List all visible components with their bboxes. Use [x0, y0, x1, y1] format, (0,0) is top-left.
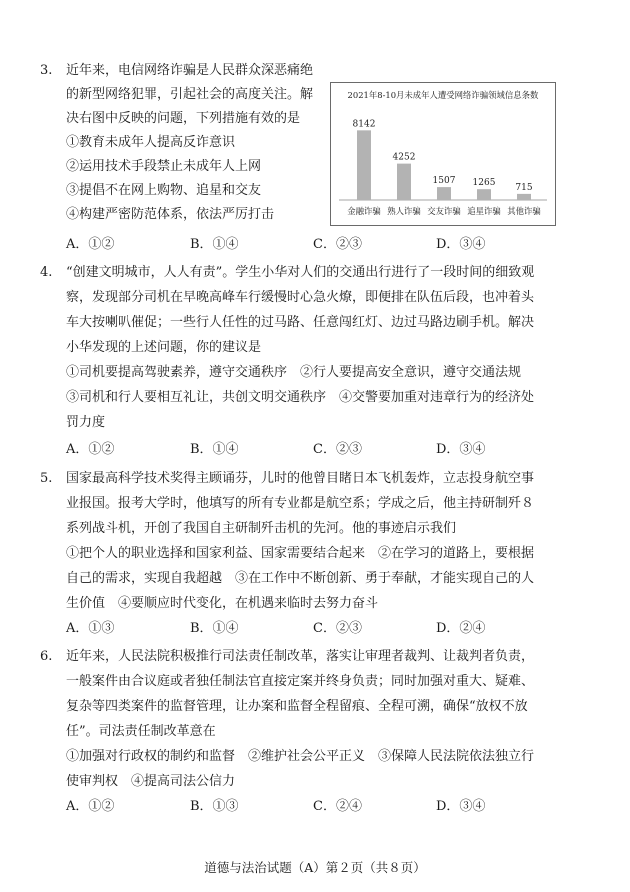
q3-option-d[interactable]: D．③④: [436, 237, 486, 252]
bar-value-label-2: 4252: [392, 152, 416, 163]
q4-line-1: “创建文明城市，人人有责”。学生小华对人们的交通出行进行了一段时间的细致观: [66, 265, 535, 280]
category-label-3: 交友诈骗: [427, 206, 461, 216]
q6-option-b[interactable]: B．①③: [190, 799, 239, 814]
q4-choices-3: 罚力度: [66, 415, 106, 430]
q3-choice-2: ②运用技术手段禁止未成年人上网: [66, 159, 262, 174]
fraud-bar-chart: [330, 82, 556, 226]
chart-bars: [347, 119, 541, 216]
q5-option-a[interactable]: A．①③: [66, 621, 115, 636]
category-label-4: 追星诈骗: [467, 206, 501, 216]
q5-choices-2: 自己的需求，实现自我超越 ③在工作中不断创新、勇于奉献，才能实现自己的人: [66, 571, 535, 586]
q4-option-b[interactable]: B．①④: [190, 442, 239, 457]
q3-number: 3.: [40, 63, 53, 78]
q6-choices-1: ①加强对行政权的制约和监督 ②维护社会公平正义 ③保障人民法院依法独立行: [66, 749, 535, 764]
bar-value-label-1: 8142: [352, 119, 376, 130]
q4-number: 4.: [40, 265, 53, 280]
q3-choice-3: ③提倡不在网上购物、追星和交友: [66, 183, 262, 198]
q4-choices-1: ①司机要提高驾驶素养，遵守交通秩序 ②行人要提高安全意识，遵守交通法规: [66, 365, 522, 380]
bar-4: [477, 189, 491, 200]
q6-option-a[interactable]: A．①②: [66, 799, 115, 814]
category-label-2: 熟人诈骗: [387, 206, 421, 216]
q6-option-d[interactable]: D．③④: [436, 799, 486, 814]
q5-number: 5.: [40, 471, 53, 486]
bar-3: [437, 187, 451, 200]
q6-line-4: 任”。司法责任制改革意在: [66, 724, 216, 739]
q3-line-2: 的新型网络犯罪，引起社会的高度关注。解: [66, 87, 314, 102]
category-label-5: 其他诈骗: [507, 206, 541, 216]
q6-number: 6.: [40, 649, 53, 664]
q3-option-c[interactable]: C．②③: [313, 237, 362, 252]
q3-line-1: 近年来，电信网络诈骗是人民群众深恶痛绝: [66, 63, 314, 78]
q6-line-1: 近年来，人民法院积极推行司法责任制改革，落实让审理者裁判、让裁判者负责，: [66, 649, 535, 664]
bar-value-label-5: 715: [515, 182, 533, 193]
q6-option-c[interactable]: C．②④: [313, 799, 362, 814]
q5-choices-1: ①把个人的职业选择和国家利益、国家需要结合起来 ②在学习的道路上，要根据: [66, 546, 535, 561]
q5-line-3: 系列战斗机，开创了我国自主研制歼击机的先河。他的事迹启示我们: [66, 521, 457, 536]
q5-option-d[interactable]: D．②④: [436, 621, 486, 636]
bar-1: [357, 130, 371, 200]
q4-line-4: 小华发现的上述问题，你的建议是: [66, 340, 262, 355]
q4-option-a[interactable]: A．①②: [66, 442, 115, 457]
q4-line-3: 车大按喇叭催促；一些行人任性的过马路、任意闯红灯、边过马路边刷手机。解决: [66, 315, 535, 330]
q5-line-1: 国家最高科学技术奖得主顾诵芬，儿时的他曾目睹日本飞机轰炸，立志投身航空事: [66, 471, 535, 486]
q4-line-2: 察，发现部分司机在早晚高峰车行缓慢时心急火燎，即便排在队伍后段，也冲着头: [66, 290, 535, 305]
q4-option-d[interactable]: D．③④: [436, 442, 486, 457]
bar-value-label-3: 1507: [432, 176, 456, 187]
q3-choice-1: ①教育未成年人提高反诈意识: [66, 135, 236, 150]
chart-title: 2021年8-10月未成年人遭受网络诈骗领域信息条数: [347, 90, 539, 100]
q5-option-b[interactable]: B．①④: [190, 621, 239, 636]
q5-choices-3: 生价值 ④要顺应时代变化，在机遇来临时去努力奋斗: [66, 596, 379, 611]
q4-option-c[interactable]: C．②③: [313, 442, 362, 457]
q6-line-3: 复杂等四类案件的监督管理，让办案和监督全程留痕、全程可溯，确保“放权不放: [66, 699, 528, 714]
bar-5: [517, 194, 531, 200]
q3-line-3: 决右图中反映的问题，下列措施有效的是: [66, 111, 301, 126]
q3-choice-4: ④构建严密防范体系，依法严厉打击: [66, 207, 275, 222]
q3-option-b[interactable]: B．①④: [190, 237, 239, 252]
bar-value-label-4: 1265: [472, 178, 496, 189]
q4-choices-2: ③司机和行人要相互礼让，共创文明交通秩序 ④交警要加重对违章行为的经济处: [66, 390, 535, 405]
q3-option-a[interactable]: A．①②: [66, 237, 115, 252]
q5-option-c[interactable]: C．②③: [313, 621, 362, 636]
bar-2: [397, 164, 411, 200]
q5-line-2: 业报国。报考大学时，他填写的所有专业都是航空系；学成之后，他主持研制歼８: [66, 496, 535, 511]
page-footer: 道德与法治试题（A）第２页（共８页）: [204, 860, 426, 875]
category-label-1: 金融诈骗: [347, 206, 381, 216]
q6-choices-2: 使审判权 ④提高司法公信力: [66, 774, 236, 789]
q6-line-2: 一般案件由合议庭或者独任制法官直接定案并终身负责；同时加强对重大、疑难、: [66, 674, 535, 689]
chart-svg: [331, 83, 555, 225]
